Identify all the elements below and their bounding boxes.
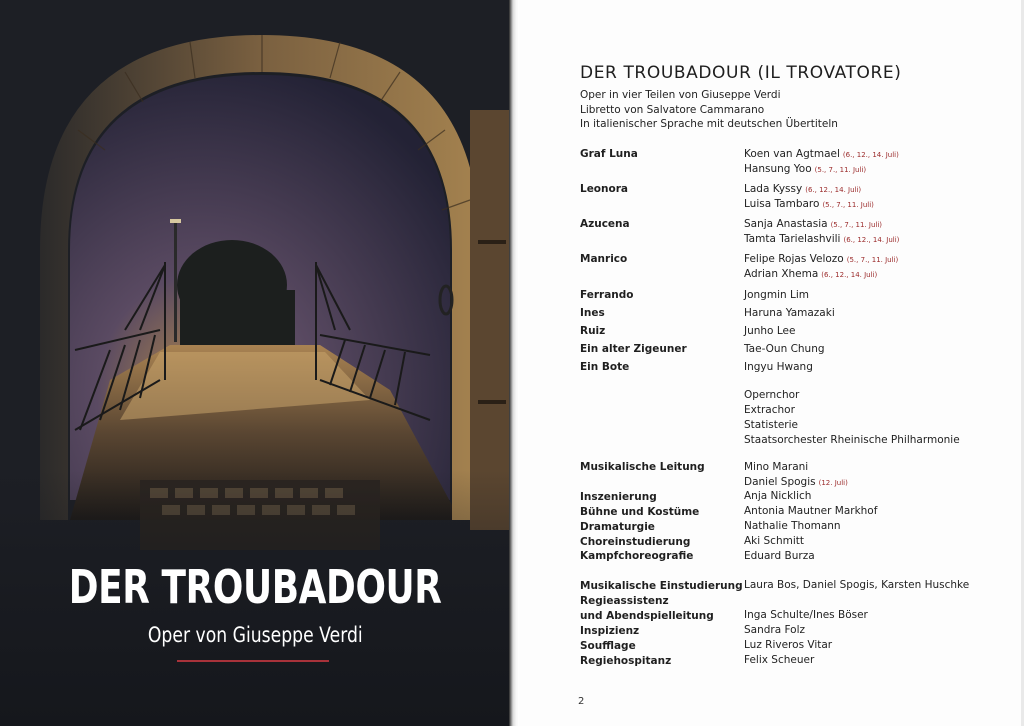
staff-label: Soufflage	[580, 640, 636, 652]
staff-name: Laura Bos, Daniel Spogis, Karsten Huschke	[744, 579, 970, 591]
book-gutter	[509, 0, 519, 726]
role-label: Ferrando	[580, 289, 634, 301]
cast-name: Junho Lee	[744, 325, 796, 337]
staff-name: Inga Schulte/Ines Böser	[744, 609, 868, 621]
info-line: In italienischer Sprache mit deutschen Übertiteln	[580, 118, 838, 131]
cast-name: Felipe Rojas Velozo	[744, 253, 844, 265]
cast-name: Tae-Oun Chung	[744, 343, 825, 355]
cast-entry	[744, 183, 861, 195]
cast-entry	[744, 476, 848, 488]
staff-name: Anja Nicklich	[744, 490, 812, 502]
cast-entry	[744, 268, 877, 280]
cast-dates: (5., 7., 11. Juli)	[846, 256, 899, 264]
staff-label: Inszenierung	[580, 491, 657, 503]
staff-label: Choreinstudierung	[580, 536, 691, 548]
staff-name: Aki Schmitt	[744, 535, 804, 547]
ensemble-item: Extrachor	[744, 404, 795, 416]
cast-entry	[744, 198, 874, 210]
staff-name: Nathalie Thomann	[744, 520, 841, 532]
staff-name: Daniel Spogis	[744, 476, 816, 488]
staff-label: Regieassistenz	[580, 595, 669, 607]
role-label: Manrico	[580, 253, 628, 265]
ensemble-item: Statisterie	[744, 419, 798, 431]
production-info	[580, 88, 838, 132]
page-number: 2	[578, 696, 585, 707]
role-label: Leonora	[580, 183, 628, 195]
staff-label: und Abendspielleitung	[580, 610, 714, 622]
page-title: DER TROUBADOUR (IL TROVATORE)	[580, 63, 902, 83]
cast-dates: (6., 12., 14. Juli)	[821, 271, 878, 279]
staff-label: Musikalische Einstudierung	[580, 580, 743, 592]
cast-dates: (6., 12., 14. Juli)	[805, 186, 862, 194]
cast-name: Lada Kyssy	[744, 183, 803, 195]
cast-dates: (6., 12., 14. Juli)	[843, 236, 900, 244]
cast-dates: (12. Juli)	[818, 479, 848, 487]
cast-entry	[744, 148, 899, 160]
cast-name: Jongmin Lim	[744, 289, 809, 301]
staff-label: Bühne und Kostüme	[580, 506, 700, 518]
cast-dates: (6., 12., 14. Juli)	[842, 151, 899, 159]
role-label: Ines	[580, 307, 605, 319]
cast-name: Haruna Yamazaki	[744, 307, 835, 319]
cast-dates: (5., 7., 11. Juli)	[814, 166, 867, 174]
staff-name: Luz Riveros Vitar	[744, 639, 833, 651]
staff-name: Sandra Folz	[744, 624, 806, 636]
cast-dates: (5., 7., 11. Juli)	[830, 221, 883, 229]
cast-name: Sanja Anastasia	[744, 218, 828, 230]
cast-name: Ingyu Hwang	[744, 361, 813, 373]
cast-dates: (5., 7., 11. Juli)	[822, 201, 874, 209]
ensemble-item: Opernchor	[744, 389, 800, 401]
cast-entry	[744, 233, 899, 245]
cast-name: Tamta Tarielashvili	[744, 233, 841, 245]
cast-entry	[744, 218, 882, 230]
cast-name: Adrian Xhema	[744, 268, 819, 280]
staff-name: Mino Marani	[744, 461, 809, 473]
staff-label: Dramaturgie	[580, 521, 655, 533]
staff-name: Felix Scheuer	[744, 654, 815, 666]
staff-name: Antonia Mautner Markhof	[744, 505, 878, 517]
cast-entry	[744, 253, 898, 265]
staff-label: Regiehospitanz	[580, 655, 672, 667]
cover-accent-rule	[177, 660, 329, 662]
role-label: Ruiz	[580, 325, 606, 337]
cover-subtitle: Oper von Giuseppe Verdi	[147, 623, 363, 647]
cast-entry	[744, 163, 866, 175]
staff-label: Musikalische Leitung	[580, 461, 705, 473]
cover-title: DER TROUBADOUR	[68, 560, 442, 614]
role-label: Ein alter Zigeuner	[580, 343, 687, 355]
cast-name: Luisa Tambaro	[744, 198, 820, 210]
info-line: Libretto von Salvatore Cammarano	[580, 103, 765, 116]
staff-label: Kampfchoreografie	[580, 550, 694, 562]
role-label: Azucena	[580, 218, 630, 230]
ensemble-item: Staatsorchester Rheinische Philharmonie	[744, 434, 960, 446]
cast-name: Koen van Agtmael	[744, 148, 840, 160]
staff-name: Eduard Burza	[744, 550, 815, 562]
role-label: Graf Luna	[580, 148, 638, 160]
cast-name: Hansung Yoo	[744, 163, 812, 175]
staff-label: Inspizienz	[580, 625, 640, 637]
role-label: Ein Bote	[580, 361, 630, 373]
info-line: Oper in vier Teilen von Giuseppe Verdi	[580, 89, 781, 101]
